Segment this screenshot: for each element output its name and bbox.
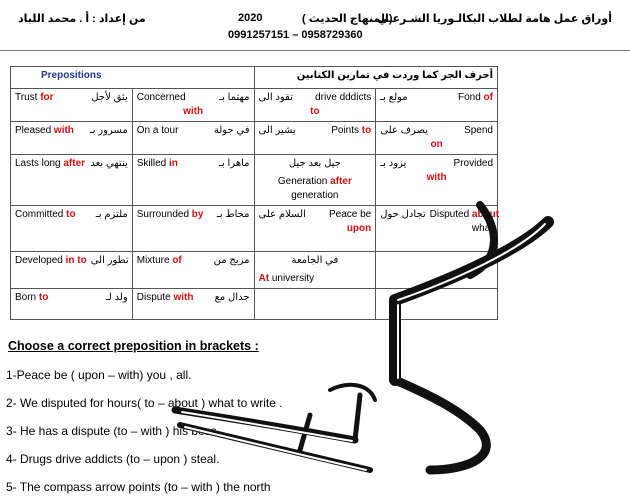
preposition: by [191,209,204,220]
question-2: 2- We disputed for hours( to – about ) what to write . [6,396,283,410]
english-term [15,124,74,138]
table-cell [132,206,254,252]
question-4: 4- Drugs drive addicts (to – upon ) steal. [6,452,220,466]
preposition: in [169,158,178,169]
table-cell [11,252,133,289]
term-text: Points [331,125,362,136]
term-text: Skilled [136,158,169,169]
arabic-meaning: يزود بـ [380,158,407,169]
term-continuation: university [271,273,315,284]
year: 2020 [238,12,263,24]
preposition: on [430,139,443,150]
arabic-meaning: مولع بـ [380,92,408,103]
term-text: Provided [453,158,493,169]
arabic-meaning: محاط بـ [216,209,250,220]
arabic-meaning: في جولة [213,125,250,136]
arabic-meaning: مسرور بـ [89,125,128,136]
table-cell [376,289,498,320]
table-cell [132,252,254,289]
table-cell [132,89,254,122]
table-cell [376,89,498,122]
preposition: of [483,92,493,103]
term-text: Generation [277,176,331,187]
term-text: Concerned [136,92,186,103]
english-term [137,254,182,268]
preposition: to [310,106,320,117]
table-cell [254,289,376,320]
english-term [15,157,85,171]
arabic-meaning: يشير الى [258,125,296,136]
arabic-meaning: السلام على [258,209,306,220]
arabic-meaning: تقود الى [258,92,293,103]
preposition: in to [65,255,87,266]
preposition: to [38,292,49,303]
english-term [15,291,48,305]
arabic-meaning: يصرف على [380,125,428,136]
english-term [259,272,315,286]
table-cell [11,206,133,252]
table-title-ar: أحرف الجر كما وردت في تمارين الكتابين [254,67,498,89]
term-text: Fond [457,92,484,103]
term-text: Peace be [328,209,372,220]
preposition: with [426,172,447,183]
arabic-meaning: ماهرا بـ [219,158,250,169]
table-cell [376,206,498,252]
term-text: drive dddicts [315,92,372,103]
table-cell [132,122,254,155]
english-term [464,124,493,138]
term-text: On a tour [136,125,179,136]
term-text: Surrounded [136,209,192,220]
term-text: Born [15,292,39,303]
term-text: Committed [15,209,67,220]
english-term [331,124,371,138]
table-cell [376,252,498,289]
preposition: to [66,209,76,220]
arabic-meaning: ولد لـ [105,292,128,303]
table-cell [254,89,376,122]
preposition: with [53,125,74,136]
question-3: 3- He has a dispute (to – with ) his boss. [6,424,221,438]
prepositions-table [10,66,498,320]
english-term [137,208,204,222]
table-cell [132,155,254,206]
term-text: Developed [15,255,66,266]
header-divider [0,50,630,51]
arabic-meaning: ينتهي بعد [90,158,128,169]
english-term [15,254,87,268]
term-text: Dispute [136,292,174,303]
arabic-meaning: جدال مع [214,292,250,303]
arabic-meaning: جيل بعد جيل [288,158,341,169]
term-text: Pleased [15,125,54,136]
term-text: At [258,273,272,284]
table-cell [254,206,376,252]
term-continuation: what [471,223,493,234]
arabic-meaning: تطور الى [90,255,129,266]
worksheet-title: أوراق عمل هامة لطلاب البكالـوريا الشـرعـي [377,13,612,25]
term-text: Spend [464,125,493,136]
table-cell [11,155,133,206]
english-term [15,208,76,222]
table-cell [376,122,498,155]
author-credit: من إعداد : أ . محمد اللباد [18,13,146,25]
english-term [278,175,352,189]
english-term [430,208,499,222]
table-cell [254,252,376,289]
preposition: of [172,255,182,266]
english-term [315,91,371,105]
table-cell [376,155,498,206]
table-cell [254,122,376,155]
arabic-meaning: يثق لأجل [91,92,128,103]
preposition: about [471,209,500,220]
preposition: with [173,292,194,303]
preposition: for [40,92,54,103]
term-text: Disputed [429,209,472,220]
question-1: 1-Peace be ( upon – with) you , all. [6,368,192,382]
table-cell [11,89,133,122]
term-continuation: generation [291,190,339,201]
preposition: after [330,176,352,187]
curriculum-label: (المنهاج الحديث ) [302,13,393,25]
arabic-meaning: مزيج من [213,255,250,266]
english-term [137,91,186,105]
english-term [454,157,493,171]
arabic-meaning: تجادل حول [380,209,426,220]
preposition: after [63,158,86,169]
arabic-meaning: مهتما بـ [219,92,250,103]
preposition: with [183,106,204,117]
english-term [137,124,179,138]
arabic-meaning: في الجامعة [291,255,339,266]
english-term [329,208,371,222]
exercise-title: Choose a correct preposition in brackets : [8,339,259,353]
english-term [15,91,54,105]
term-text: Lasts long [15,158,64,169]
preposition: to [361,125,372,136]
english-term [137,291,194,305]
preposition: upon [346,223,372,234]
arabic-meaning: ملتزم بـ [95,209,128,220]
term-text: Mixture [136,255,173,266]
phone-numbers: 0991257151 – 0958729360 [228,29,363,41]
table-cell [132,289,254,320]
table-cell [254,155,376,206]
table-cell [11,122,133,155]
question-5: 5- The compass arrow points (to – with ) the north [6,480,271,494]
english-term [458,91,493,105]
english-term [137,157,178,171]
term-text: Trust [15,92,41,103]
table-cell [11,289,133,320]
table-title-en: Prepositions [11,67,255,89]
